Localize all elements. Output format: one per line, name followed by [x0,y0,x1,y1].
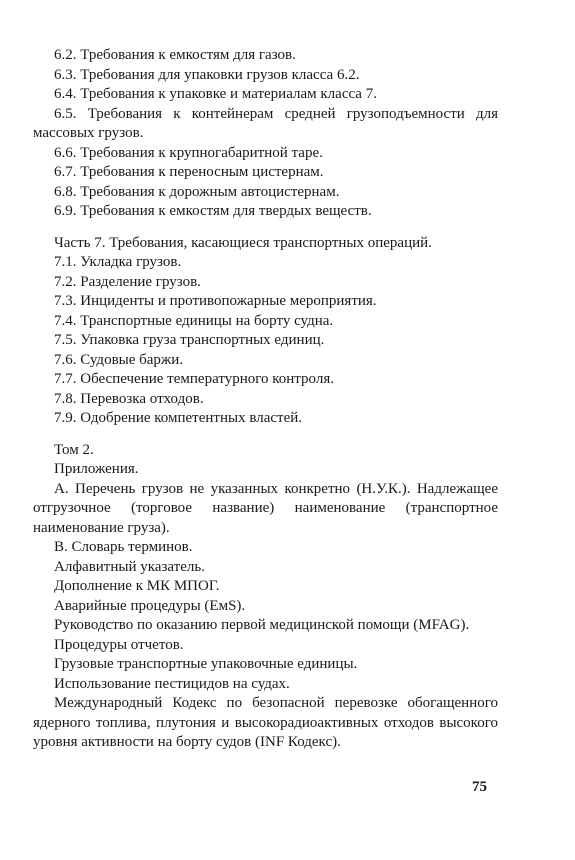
list-item: Аварийные процедуры (ЕмS). [54,597,246,614]
list-item: 7.9. Одобрение компетентных властей. [54,410,303,426]
page-content [33,46,498,753]
list-item: 6.4. Требования к упаковке и материалам класса 7. [54,86,377,102]
page-number: 75 [472,779,487,795]
list-item: 7.7. Обеспечение температурного контроля. [54,371,334,387]
list-item: 6.6. Требования к крупногабаритной таре. [54,144,323,161]
volume-2-heading: Том 2. [54,441,94,458]
list-item: 7.8. Перевозка отходов. [54,390,204,407]
list-item: 7.2. Разделение грузов. [54,273,201,290]
list-item: 6.2. Требования к емкостям для газов. [54,47,296,63]
list-item: Алфавитный указатель. [54,558,205,575]
list-item: Руководство по оказанию первой медицинской помощи (MFAG). [54,617,470,633]
list-item: 7.4. Транспортные единицы на борту судна. [54,312,334,329]
list-item: 6.9. Требования к емкостям для твердых веществ. [54,203,372,219]
list-item: 7.3. Инциденты и противопожарные мероприятия. [54,293,377,309]
list-item: 6.8. Требования к дорожным автоцистернам. [54,183,340,200]
part-7-heading: Часть 7. Требования, касающиеся транспортных операций. [54,234,432,251]
list-item: 7.6. Судовые баржи. [54,351,184,368]
list-item: Международный Кодекс по безопасной перевозке обогащенного ядерного топлива, плутония и высокорадиоактивных отходов высокого уровня активности на борту судов (INF Кодекс). [33,695,498,750]
list-item: Процедуры отчетов. [54,636,184,653]
list-item: Приложения. [54,461,139,477]
volume-2-section [33,441,498,753]
part-7-section [33,234,498,429]
list-item: 7.5. Упаковка груза транспортных единиц. [54,332,325,348]
list-item: Использование пестицидов на судах. [54,675,290,692]
list-item: 6.3. Требования для упаковки грузов класса 6.2. [54,66,360,83]
list-item: В. Словарь терминов. [54,539,193,555]
list-item: Грузовые транспортные упаковочные единицы. [54,656,358,672]
list-item: Дополнение к МК МПОГ. [54,578,220,594]
list-item: 6.7. Требования к переносным цистернам. [54,164,324,180]
list-item: А. Перечень грузов не указанных конкретно (Н.У.К.). Надлежащее отгрузочное (торговое название) наименование (транспортное наименование груза). [33,480,498,536]
list-item: 7.1. Укладка грузов. [54,254,182,270]
list-item: 6.5. Требования к контейнерам средней грузоподъемности для массовых грузов. [33,105,498,141]
section-6-list [33,46,498,222]
